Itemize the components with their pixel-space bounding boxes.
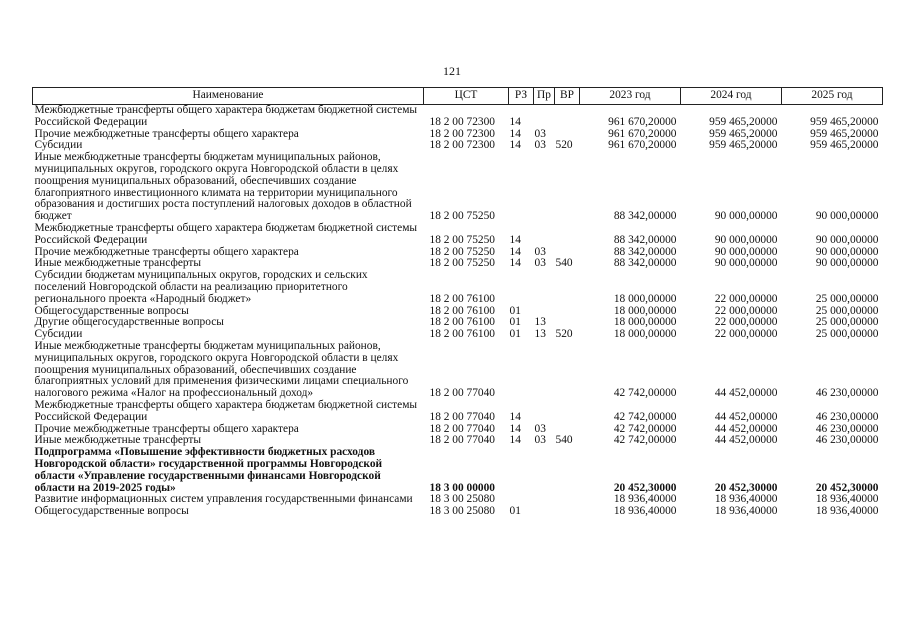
row-2024-amount: 90 000,00000 (714, 245, 778, 258)
row-pr (534, 152, 555, 223)
row-cst: 18 2 00 76100 (429, 304, 495, 317)
row-2025-amount: 90 000,00000 (815, 210, 879, 223)
row-name: Иные межбюджетные трансферты (34, 434, 202, 447)
row-cst: 18 3 00 00000 (429, 481, 495, 494)
row-name: Субсидии (34, 139, 83, 152)
row-2025-amount: 46 230,00000 (815, 422, 879, 435)
row-name: Прочие межбюджетные трансферты общего характера (34, 127, 299, 140)
row-pr: 03 (534, 139, 546, 152)
row-2025-amount: 25 000,00000 (815, 304, 879, 317)
row-name: Межбюджетные трансферты общего характера бюджетам бюджетной системы Российской Федерации (34, 104, 418, 128)
row-name: Иные межбюджетные трансферты бюджетам муниципальных районов, муниципальных округов, городского округа Новгородской области в целях поощрения муниципальных образований, обеспечивших создание благоприятных условий для применения физическими лицами специального налогового режима «Налог на профессиональный доход» (34, 339, 409, 400)
row-2024-amount: 22 000,00000 (714, 292, 778, 305)
row-vr: 520 (555, 139, 573, 152)
header-name: Наименование (33, 88, 424, 105)
row-2024-amount: 90 000,00000 (714, 233, 778, 246)
table-row (33, 223, 883, 247)
header-rz: РЗ (509, 88, 534, 105)
row-rz (509, 341, 534, 400)
row-2024-amount: 22 000,00000 (714, 316, 778, 329)
row-2023-amount: 88 342,00000 (613, 257, 677, 270)
row-2023-amount: 88 342,00000 (613, 245, 677, 258)
row-pr (534, 105, 555, 129)
row-2025-amount: 959 465,20000 (810, 139, 879, 152)
row-rz: 14 (509, 139, 521, 152)
row-vr (555, 447, 580, 494)
row-2025-amount: 959 465,20000 (810, 127, 879, 140)
row-2025-amount: 18 936,40000 (815, 505, 879, 518)
row-name: Общегосударственные вопросы (34, 505, 189, 518)
row-cst: 18 2 00 72300 (429, 115, 495, 128)
row-rz: 14 (509, 115, 521, 128)
row-2025-amount: 25 000,00000 (815, 292, 879, 305)
row-2023-amount: 88 342,00000 (613, 233, 677, 246)
row-vr (555, 105, 580, 129)
row-2023-amount: 18 000,00000 (613, 316, 677, 329)
row-pr: 03 (534, 434, 546, 447)
row-2025-amount: 90 000,00000 (815, 233, 879, 246)
row-pr (534, 506, 555, 518)
row-vr (555, 400, 580, 424)
row-2023-amount: 20 452,30000 (613, 481, 677, 494)
row-2024-amount: 20 452,30000 (714, 481, 778, 494)
row-pr (534, 223, 555, 247)
row-2024-amount: 959 465,20000 (709, 127, 778, 140)
row-vr (555, 306, 580, 318)
header-cst: ЦСТ (424, 88, 509, 105)
row-2024-amount: 44 452,00000 (714, 387, 778, 400)
row-rz: 14 (509, 422, 521, 435)
row-cst: 18 2 00 75250 (429, 210, 495, 223)
row-pr: 03 (534, 422, 546, 435)
row-pr (534, 400, 555, 424)
row-name: Развитие информационных систем управления государственными финансами (34, 493, 413, 506)
table-row (33, 105, 883, 129)
row-cst: 18 2 00 76100 (429, 292, 495, 305)
row-2024-amount: 22 000,00000 (714, 328, 778, 341)
row-rz: 14 (509, 245, 521, 258)
row-pr: 03 (534, 257, 546, 270)
row-2024-amount: 22 000,00000 (714, 304, 778, 317)
row-cst: 18 2 00 75250 (429, 233, 495, 246)
table-row (33, 400, 883, 424)
row-2024-amount: 959 465,20000 (709, 115, 778, 128)
row-2024-amount: 18 936,40000 (714, 493, 778, 506)
header-vr: ВР (555, 88, 580, 105)
row-rz: 14 (509, 233, 521, 246)
row-2025-amount: 18 936,40000 (815, 493, 879, 506)
row-name: Субсидии бюджетам муниципальных округов, городских и сельских поселений Новгородской области на реализацию приоритетного регионального проекта «Народный бюджет» (34, 269, 368, 305)
row-2025-amount: 46 230,00000 (815, 434, 879, 447)
row-pr: 03 (534, 127, 546, 140)
row-2023-amount: 18 000,00000 (613, 304, 677, 317)
row-2023-amount: 961 670,20000 (608, 139, 677, 152)
table-header-row (33, 88, 883, 105)
row-2025-amount: 959 465,20000 (810, 115, 879, 128)
row-vr (555, 494, 580, 506)
row-2023-amount: 961 670,20000 (608, 115, 677, 128)
row-cst: 18 2 00 77040 (429, 434, 495, 447)
row-rz (509, 447, 534, 494)
row-2025-amount: 20 452,30000 (815, 481, 879, 494)
row-rz: 01 (509, 316, 521, 329)
table-row (33, 506, 883, 518)
row-name: Иные межбюджетные трансферты бюджетам муниципальных районов, муниципальных округов, городского округа Новгородской области в целях поощрения муниципальных образований, обеспечивших создание благоприятного инвестиционного климата на территории муниципального образования и достигших роста поступлений налоговых доходов в областной бюджет (34, 151, 412, 223)
row-cst: 18 2 00 77040 (429, 410, 495, 423)
row-name: Субсидии (34, 328, 83, 341)
row-vr (555, 223, 580, 247)
row-name: Прочие межбюджетные трансферты общего характера (34, 245, 299, 258)
row-pr (534, 270, 555, 305)
row-rz: 14 (509, 257, 521, 270)
row-2023-amount: 42 742,00000 (613, 387, 677, 400)
row-cst: 18 2 00 75250 (429, 257, 495, 270)
row-cst: 18 2 00 72300 (429, 139, 495, 152)
row-2024-amount: 44 452,00000 (714, 410, 778, 423)
row-vr (555, 270, 580, 305)
row-pr: 13 (534, 316, 546, 329)
row-2023-amount: 961 670,20000 (608, 127, 677, 140)
row-2023-amount: 18 000,00000 (613, 328, 677, 341)
row-2025-amount: 25 000,00000 (815, 328, 879, 341)
row-2023-amount: 18 000,00000 (613, 292, 677, 305)
row-rz: 01 (509, 304, 521, 317)
row-pr: 03 (534, 245, 546, 258)
row-2023-amount: 88 342,00000 (613, 210, 677, 223)
row-pr (534, 447, 555, 494)
budget-table (32, 87, 883, 518)
row-vr: 540 (555, 257, 573, 270)
header-2023: 2023 год (580, 88, 681, 105)
row-rz (509, 152, 534, 223)
row-2025-amount: 90 000,00000 (815, 245, 879, 258)
row-cst: 18 2 00 76100 (429, 316, 495, 329)
row-cst: 18 2 00 75250 (429, 245, 495, 258)
row-name: Иные межбюджетные трансферты (34, 257, 202, 270)
row-rz: 14 (509, 410, 521, 423)
row-2025-amount: 46 230,00000 (815, 410, 879, 423)
row-name: Прочие межбюджетные трансферты общего характера (34, 422, 299, 435)
row-2023-amount: 18 936,40000 (613, 505, 677, 518)
row-2025-amount: 90 000,00000 (815, 257, 879, 270)
row-2024-amount: 44 452,00000 (714, 422, 778, 435)
row-name: Общегосударственные вопросы (34, 304, 189, 317)
header-2025: 2025 год (782, 88, 883, 105)
row-rz: 14 (509, 127, 521, 140)
row-2024-amount: 18 936,40000 (714, 505, 778, 518)
row-cst: 18 2 00 72300 (429, 127, 495, 140)
row-cst: 18 3 00 25080 (429, 505, 495, 518)
row-2024-amount: 959 465,20000 (709, 139, 778, 152)
row-2023-amount: 42 742,00000 (613, 410, 677, 423)
row-cst: 18 3 00 25080 (429, 493, 495, 506)
row-name: Межбюджетные трансферты общего характера бюджетам бюджетной системы Российской Федерации (34, 398, 418, 423)
row-pr: 13 (534, 328, 546, 341)
row-cst: 18 2 00 76100 (429, 328, 495, 341)
row-2023-amount: 42 742,00000 (613, 422, 677, 435)
row-cst: 18 2 00 77040 (429, 387, 495, 400)
row-name: Подпрограмма «Повышение эффективности бюджетных расходов Новгородской области» государственной программы Новгородской области «Управление государственными финансами Новгородской области на 2019-2025 годы» (34, 446, 383, 494)
header-pr: Пр (534, 88, 555, 105)
row-rz (509, 270, 534, 305)
row-2024-amount: 44 452,00000 (714, 434, 778, 447)
row-2025-amount: 25 000,00000 (815, 316, 879, 329)
table-row (33, 341, 883, 400)
table-row (33, 270, 883, 305)
row-cst: 18 2 00 77040 (429, 422, 495, 435)
header-2024: 2024 год (681, 88, 782, 105)
page-number: 121 (443, 64, 461, 78)
row-2023-amount: 42 742,00000 (613, 434, 677, 447)
row-rz: 14 (509, 434, 521, 447)
row-2023-amount: 18 936,40000 (613, 493, 677, 506)
table-row (33, 152, 883, 223)
row-name: Другие общегосударственные вопросы (34, 316, 224, 329)
row-2024-amount: 90 000,00000 (714, 257, 778, 270)
row-rz: 01 (509, 505, 521, 518)
row-2024-amount: 90 000,00000 (714, 210, 778, 223)
table-row (33, 447, 883, 494)
row-vr (555, 152, 580, 223)
row-pr (534, 494, 555, 506)
row-vr: 540 (555, 434, 573, 447)
row-name: Межбюджетные трансферты общего характера бюджетам бюджетной системы Российской Федерации (34, 221, 418, 246)
row-2025-amount: 46 230,00000 (815, 387, 879, 400)
row-vr (555, 341, 580, 400)
row-vr (555, 506, 580, 518)
row-vr: 520 (555, 328, 573, 341)
row-rz: 01 (509, 328, 521, 341)
row-pr (534, 341, 555, 400)
